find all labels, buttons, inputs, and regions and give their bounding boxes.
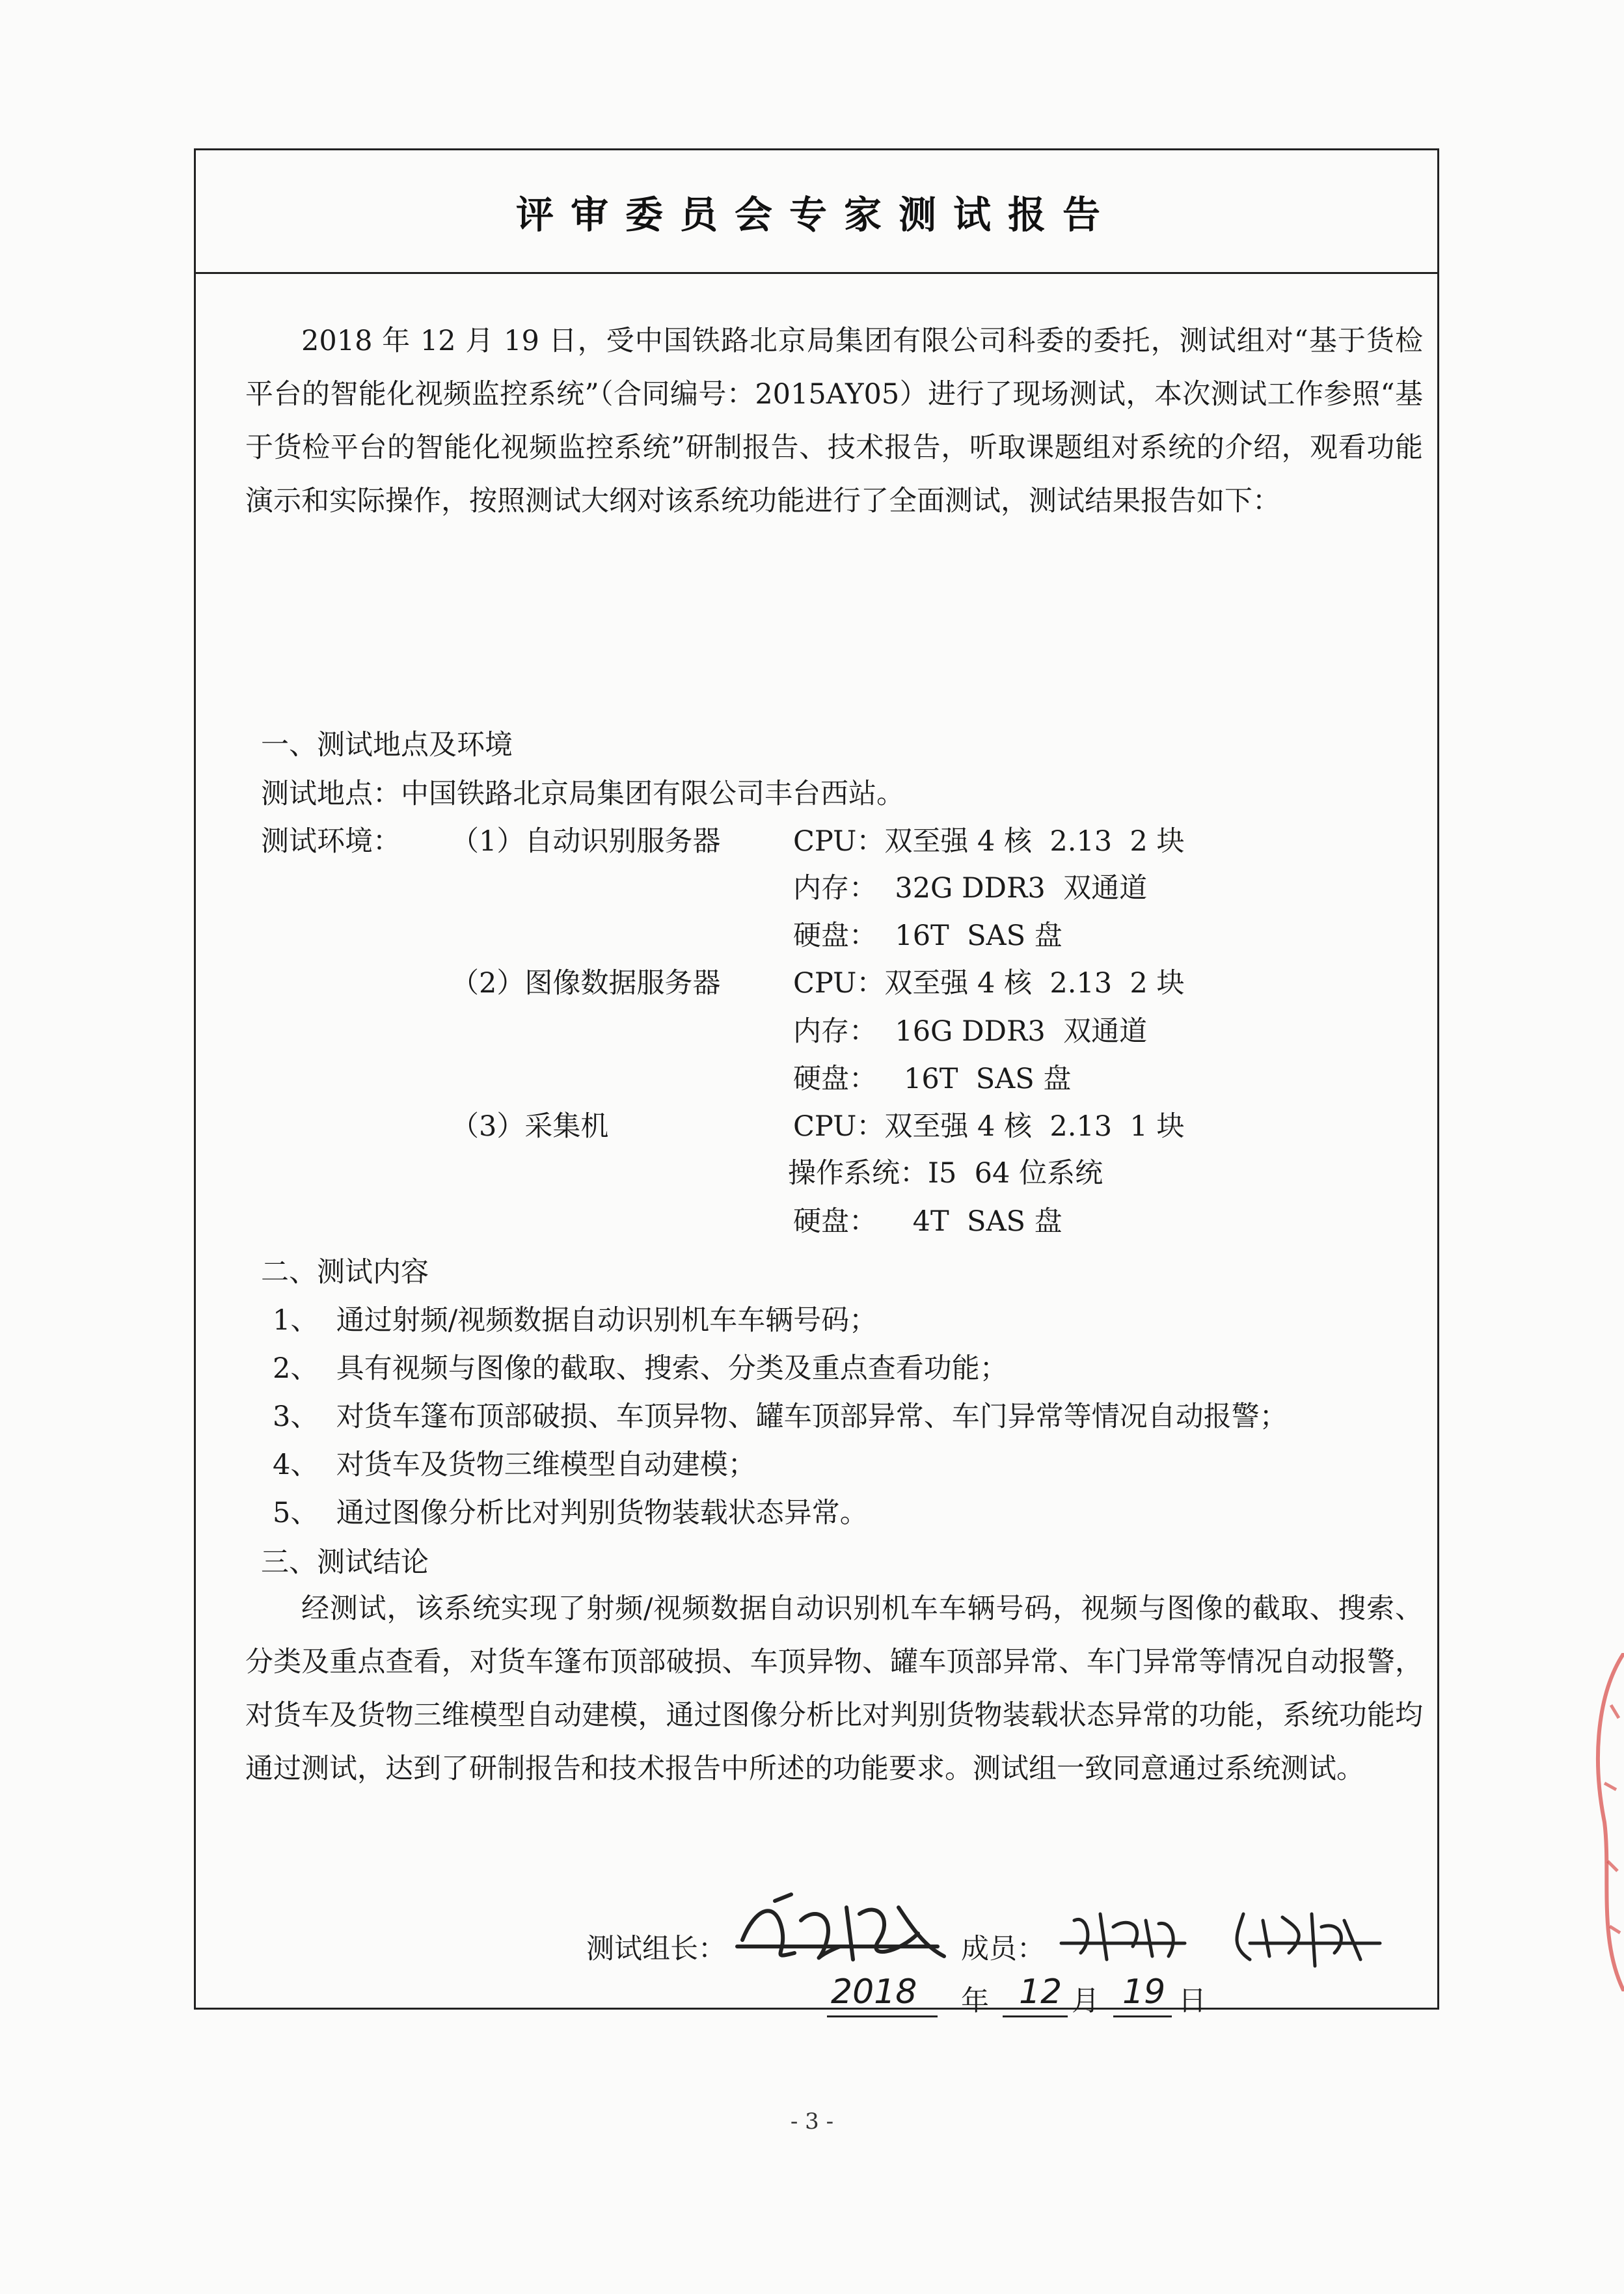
env-spec: CPU：双至强 4 核 2.13 1 块 [793, 1110, 1185, 1143]
date-year: 2018 [831, 1973, 917, 2012]
section2-heading: 二、测试内容 [261, 1256, 429, 1289]
date-month: 12 [1019, 1973, 1062, 2012]
leader-label: 测试组长： [586, 1933, 726, 1965]
page-title: 评审委员会专家测试报告 [515, 192, 1117, 237]
year-underline [827, 2015, 938, 2017]
page-number: - 3 - [790, 2109, 834, 2135]
env-spec: 内存： 32G DDR3 双通道 [793, 872, 1148, 905]
env-item-name: （2）图像数据服务器 [451, 967, 721, 1000]
seal-stamp-icon [1585, 1653, 1624, 1991]
day-label: 日 [1178, 1985, 1206, 2017]
content-item: 2、 具有视频与图像的截取、搜索、分类及重点查看功能； [273, 1352, 1008, 1385]
month-label: 月 [1072, 1985, 1100, 2017]
content-item: 3、 对货车篷布顶部破损、车顶异物、罐车顶部异常、车门异常等情况自动报警； [273, 1400, 1288, 1433]
intro-paragraph: 2018 年 12 月 19 日，受中国铁路北京局集团有限公司科委的委托，测试组对“基于货检平台的智能化视频监控系统”（合同编号：2015AY05）进行了现场测试，本次测试工作参照“基于货检平台的智能化视频监控系统”研制报告、技术报告，听取课题组对系统的介绍，观看功能演示和实际操作，按照测试大纲对该系统功能进行了全面测试，测试结果报告如下： [245, 325, 1423, 517]
year-label: 年 [961, 1985, 989, 2017]
month-underline [1003, 2015, 1068, 2017]
report-frame [194, 148, 1439, 2017]
env-spec: 硬盘： 4T SAS 盘 [793, 1205, 1062, 1238]
section1-heading: 一、测试地点及环境 [261, 729, 513, 761]
member-signatures [1055, 1894, 1419, 1973]
env-spec: CPU：双至强 4 核 2.13 2 块 [793, 967, 1185, 1000]
date-day: 19 [1122, 1973, 1166, 2012]
section3-heading: 三、测试结论 [261, 1546, 429, 1579]
env-item-name: （1）自动识别服务器 [451, 825, 721, 858]
title-row [196, 150, 1437, 274]
env-label: 测试环境： [261, 825, 401, 858]
content-item: 1、 通过射频/视频数据自动识别机车车辆号码； [273, 1304, 878, 1337]
test-location: 测试地点：中国铁路北京局集团有限公司丰台西站。 [261, 778, 904, 810]
conclusion-paragraph: 经测试，该系统实现了射频/视频数据自动识别机车车辆号码，视频与图像的截取、搜索、分类及重点查看，对货车篷布顶部破损、车顶异物、罐车顶部异常、车门异常等情况自动报警，对货车及货物三维模型自动建模，通过图像分析比对判别货物装载状态异常的功能，系统功能均通过测试，达到了研制报告和技术报告中所述的功能要求。测试组一致同意通过系统测试。 [245, 1592, 1423, 1785]
env-item-name: （3）采集机 [451, 1110, 609, 1143]
env-spec: 内存： 16G DDR3 双通道 [793, 1015, 1148, 1048]
content-item: 5、 通过图像分析比对判别货物装载状态异常。 [273, 1497, 868, 1529]
env-spec: CPU：双至强 4 核 2.13 2 块 [793, 825, 1185, 858]
day-underline [1113, 2015, 1172, 2017]
member-label: 成员： [961, 1933, 1045, 1965]
content-item: 4、 对货车及货物三维模型自动建模； [273, 1449, 756, 1481]
env-spec: 硬盘： 16T SAS 盘 [793, 920, 1062, 952]
env-spec: 硬盘： 16T SAS 盘 [793, 1063, 1072, 1095]
env-spec: 操作系统：I5 64 位系统 [788, 1157, 1103, 1190]
